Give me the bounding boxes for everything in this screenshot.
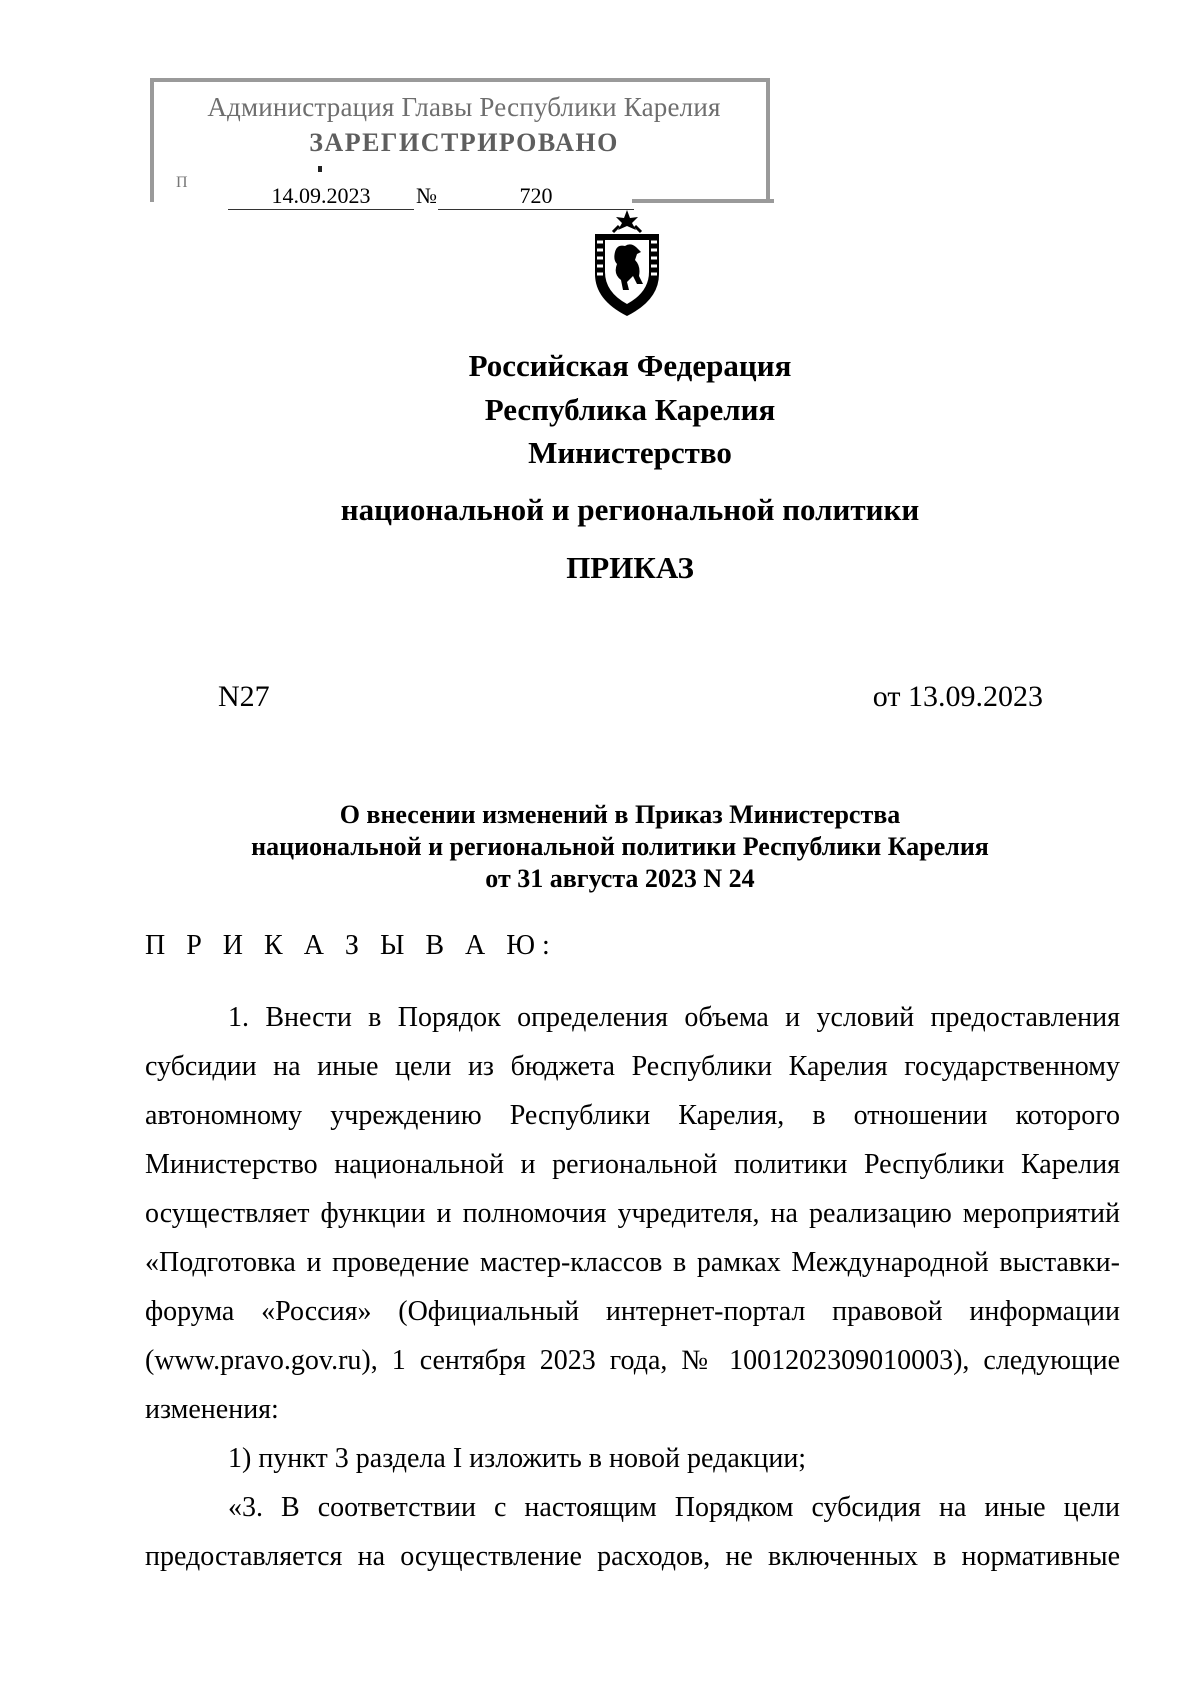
header-ministry-line2: национальной и региональной политики (340, 492, 920, 527)
body-line: предоставляется на осуществление расходов, не включенных в нормативные (145, 1541, 1120, 1572)
body-line: (www.pravo.gov.ru), 1 сентября 2023 года, № 1001202309010003), следующие (145, 1345, 1120, 1376)
header-ministry-line1: Министерство (528, 435, 732, 470)
body-line: форума «Россия» (Официальный интернет-портал правовой информации (145, 1296, 1120, 1327)
body-line: «3. В соответствии с настоящим Порядком субсидия на иные цели (228, 1492, 1120, 1523)
karelia-coat-of-arms-icon (585, 208, 669, 320)
body-line: Министерство национальной и региональной политики Республики Карелия (145, 1149, 1120, 1180)
subject-line: от 31 августа 2023 N 24 (485, 864, 755, 893)
header-region: Республика Карелия (484, 392, 776, 427)
subject-line: О внесении изменений в Приказ Министерства (339, 800, 901, 829)
stamp-number-label: № (416, 183, 437, 208)
stamp-organization: Администрация Главы Республики Карелия (207, 92, 721, 122)
stamp-border-segment (632, 199, 774, 203)
body-line: осуществляет функции и полномочия учредителя, на реализацию мероприятий (145, 1198, 1120, 1229)
stamp-status: ЗАРЕГИСТРИРОВАНО (309, 128, 619, 157)
stamp-prefix: П (176, 174, 188, 191)
body-line: 1) пункт 3 раздела I изложить в новой редакции; (228, 1443, 807, 1474)
stamp-date: 14.09.2023 (228, 183, 414, 210)
stamp-number: 720 (438, 183, 634, 210)
header-country: Российская Федерация (468, 348, 792, 383)
body-line: «Подготовка и проведение мастер-классов в рамках Международной выставки- (145, 1247, 1120, 1278)
stamp-mark (318, 166, 322, 172)
order-number: N27 (218, 680, 270, 713)
body-line: 1. Внести в Порядок определения объема и условий предоставления (228, 1002, 1120, 1033)
body-line: изменения: (145, 1394, 279, 1425)
document-type: ПРИКАЗ (566, 550, 694, 585)
subject-line: национальной и региональной политики Республики Карелия (251, 832, 989, 861)
order-date: от 13.09.2023 (872, 680, 1043, 713)
decree-heading: П Р И К А З Ы В А Ю: (145, 930, 557, 961)
body-line: субсидии на иные цели из бюджета Республики Карелия государственному (145, 1051, 1120, 1082)
body-line: автономному учреждению Республики Карелия, в отношении которого (145, 1100, 1120, 1131)
